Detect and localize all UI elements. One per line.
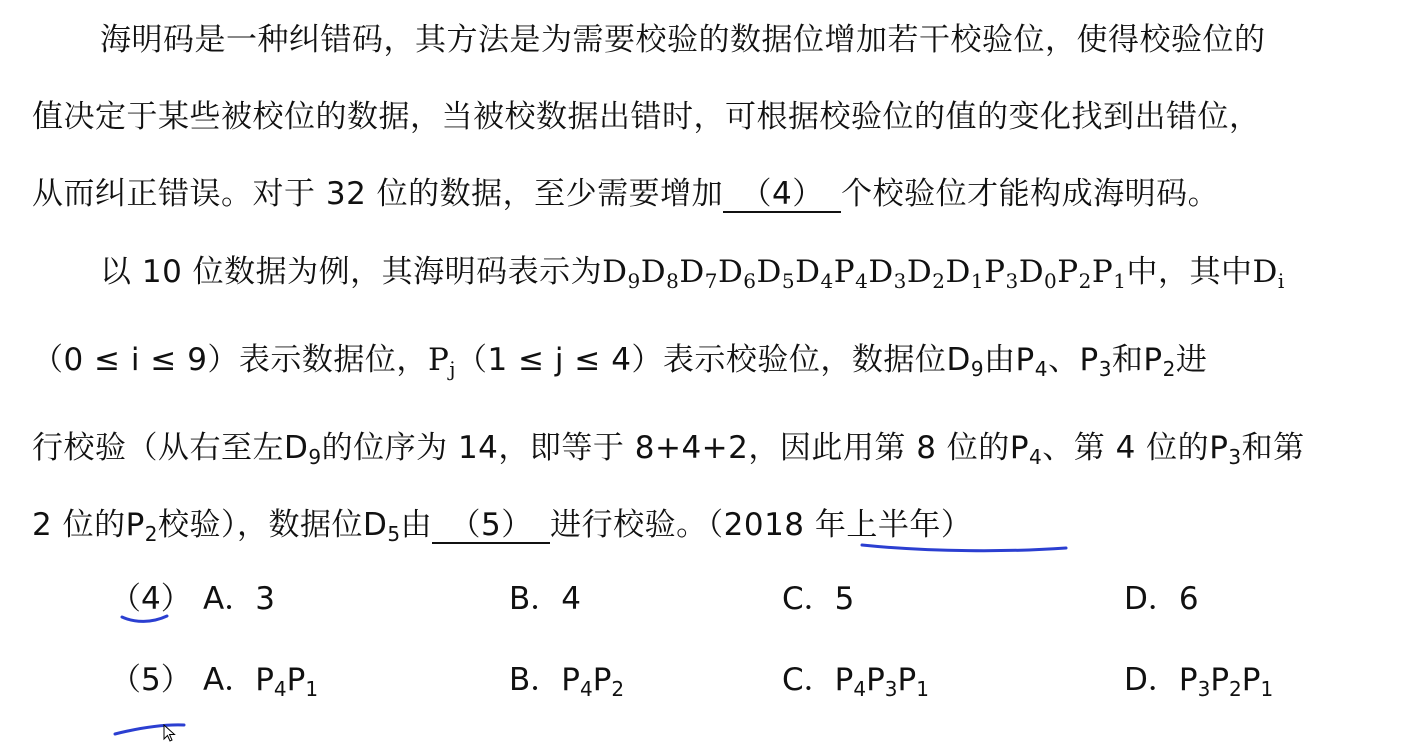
paragraph2-line4 [100, 252, 1285, 292]
line7-text-b: 校验），数据位 [158, 507, 364, 543]
paragraph2-line6 [32, 428, 1305, 468]
symbol-p2-b: $P_2$ [125, 507, 159, 546]
line6-text-b: 的位序为 14，即等于 8+4+2，因此用第 8 位的 [321, 430, 1010, 466]
symbol-p3: $P_3$ [1079, 342, 1112, 381]
question4-option-b: B．4 [509, 581, 582, 617]
line5-text-c: 由 [984, 342, 1016, 378]
symbol-p2: $P_2$ [1143, 342, 1176, 381]
option-symbol: $P_4$ [561, 662, 593, 701]
option-symbol: $P_2$ [592, 662, 625, 701]
answer-blank-4: （4） [723, 177, 841, 213]
hamming-code-sequence [602, 254, 1127, 293]
question5-option-d: D．$P_3P_2P_1$ [1124, 662, 1274, 701]
line3-text-after: 个校验位才能构成海明码。 [841, 176, 1220, 212]
symbol-p4-b: $P_4$ [1009, 430, 1043, 469]
question5-label: （5） [110, 662, 192, 698]
paragraph2-line7 [32, 505, 972, 545]
symbol-pj: $P_j$ [427, 342, 456, 381]
code-symbol: $P_2$ [1057, 254, 1092, 293]
code-symbol: $D_8$ [640, 254, 680, 293]
line7-text-c: 由 [400, 507, 433, 543]
line7-text-d: 进行校验。（2018 年上半年） [550, 507, 973, 543]
symbol-d9: $D_9$ [946, 342, 985, 381]
code-symbol: $P_4$ [833, 254, 869, 293]
code-symbol: $D_0$ [1018, 254, 1058, 293]
symbol-p3-b: $P_3$ [1209, 430, 1242, 469]
paragraph1-line3 [32, 174, 1219, 214]
question5-option-c: C．$P_4P_3P_1$ [782, 662, 929, 701]
line4-text-after: 中，其中 [1126, 254, 1253, 290]
code-symbol: $D_1$ [945, 254, 985, 293]
line6-text-d: 和第 [1241, 430, 1305, 466]
line5-text-b: （1 ≤ j ≤ 4）表示校验位，数据位 [456, 342, 947, 378]
mouse-cursor-icon [163, 724, 177, 742]
option-symbol: $P_4$ [255, 662, 287, 701]
option-symbol: $P_1$ [897, 662, 929, 701]
code-symbol: $D_5$ [756, 254, 796, 293]
question4-option-d: D．6 [1124, 581, 1199, 617]
question4-label: （4） [110, 581, 192, 617]
code-symbol: $D_4$ [795, 254, 834, 293]
code-symbol: $D_9$ [602, 254, 641, 293]
symbol-p4: $P_4$ [1015, 342, 1048, 381]
code-symbol: $D_7$ [679, 254, 718, 293]
line3-text-before: 从而纠正错误。对于 32 位的数据，至少需要增加 [32, 176, 724, 212]
code-symbol: $D_6$ [717, 254, 757, 293]
option-symbol: $P_3$ [866, 662, 898, 701]
symbol-d9-b: $D_9$ [284, 430, 322, 469]
symbol-di: $D_i$ [1252, 254, 1285, 293]
line4-text: 以 10 位数据为例，其海明码表示为 [100, 254, 603, 290]
symbol-d5: $D_5$ [363, 507, 401, 546]
line7-text-a: 2 位的 [32, 507, 126, 543]
answer-blank-5: （5） [432, 508, 550, 544]
question5-option-b: B．$P_4P_2$ [509, 662, 625, 701]
option-symbol: $P_4$ [834, 662, 867, 701]
option-symbol: $P_2$ [1210, 662, 1242, 701]
line6-text-c: 、第 4 位的 [1042, 430, 1210, 466]
underline-year-annotation [862, 545, 1066, 551]
line5-text-f: 进 [1175, 342, 1208, 378]
line6-text-a: 行校验（从右至左 [32, 430, 284, 466]
question4-option-a: A．3 [203, 581, 275, 617]
line5-text-a: （0 ≤ i ≤ 9）表示数据位， [32, 342, 428, 378]
question5-option-a: A．$P_4P_1$ [203, 662, 319, 701]
line5-text-d: 、 [1047, 342, 1080, 378]
code-symbol: $P_3$ [984, 254, 1019, 293]
option-symbol: $P_3$ [1178, 662, 1211, 701]
question4-option-c: C．5 [782, 581, 855, 617]
option-symbol: $P_1$ [286, 662, 319, 701]
option-symbol: $P_1$ [1241, 662, 1274, 701]
line5-text-e: 和 [1111, 342, 1144, 378]
paragraph1-line2: 值决定于某些被校位的数据，当被校数据出错时，可根据校验位的值的变化找到出错位， [32, 99, 1261, 135]
code-symbol: $P_1$ [1091, 254, 1127, 293]
code-symbol: $D_3$ [868, 254, 907, 293]
code-symbol: $D_2$ [906, 254, 946, 293]
paragraph1-line1: 海明码是一种纠错码，其方法是为需要校验的数据位增加若干校验位，使得校验位的 [100, 22, 1266, 58]
paragraph2-line5 [32, 340, 1207, 380]
